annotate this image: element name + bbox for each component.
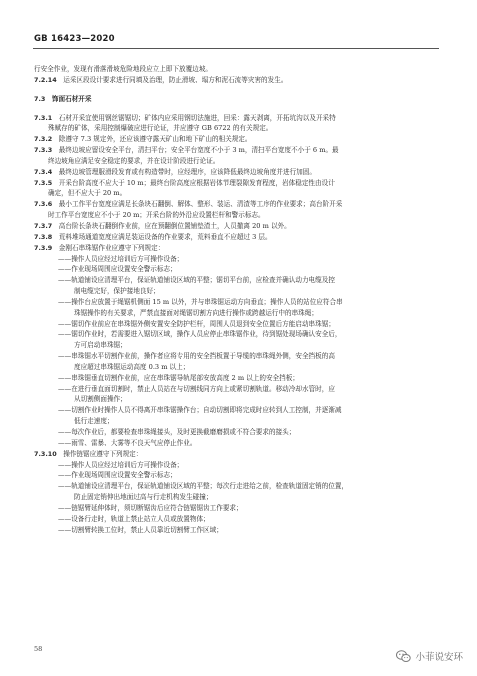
line-text: 除遵守 7.3 规定外，还应该遵守露天矿山和地下矿山的相关规定。 — [58, 135, 252, 144]
clause-number: 7.3.10 — [34, 449, 57, 458]
line-text: 从切割侧面操作； — [74, 395, 127, 404]
list-item-continuation — [34, 394, 440, 405]
paragraph-gap — [34, 105, 440, 113]
line-text: 金刚石串珠锯作业应遵守下列规定： — [58, 243, 165, 252]
line-text: 饰面石材开采 — [51, 94, 92, 103]
clause-line — [34, 145, 440, 156]
line-text: ——串珠锯水平切割作业前，操作者应将专用的安全挡板置于导缆的串珠绳外侧，安全挡板的高 — [58, 352, 335, 361]
clause-line — [34, 134, 440, 145]
line-text: ——雨雪、雷暴、大雾等不良天气应停止作业。 — [58, 438, 197, 447]
line-text: 殊赋存的矿体，采用控制爆破应进行论证，并应遵守 GB 6722 的有关规定。 — [48, 124, 273, 133]
list-item-continuation — [34, 308, 440, 319]
list-item-continuation — [34, 416, 440, 427]
page-number: 58 — [34, 645, 43, 653]
list-item-continuation — [34, 492, 440, 503]
line-text: 最终边坡应留设安全平台，清扫平台；安全平台宽度不小于 3 m，清扫平台宽度不小于 6 m。最 — [58, 146, 339, 155]
clause-number: 7.3.5 — [34, 178, 53, 187]
list-item — [34, 373, 440, 384]
clause-number: 7.3.7 — [34, 221, 53, 230]
list-item — [34, 405, 440, 416]
line-text: 运采区段设计要求进行同填及治理，防止滑坡、塌方和泥石流等灾害的发生。 — [63, 75, 288, 84]
wechat-icon — [396, 650, 411, 663]
clause-line — [34, 178, 440, 189]
line-text: 石材开采宜使用钢丝锯锯切；矿体内应采用钢切法施进，回采：露天剥离，开拓坑沟以及开采特 — [58, 113, 336, 122]
line-text: 制电缆完好，保护接地良好； — [74, 287, 160, 296]
line-text: ——操作台应放置于绳锯机侧面 15 m 以外，并与串珠锯运动方向垂直；操作人员的站位应符合串 — [58, 297, 343, 306]
list-item — [34, 254, 440, 265]
section-heading — [34, 94, 440, 105]
clause-line — [34, 449, 440, 460]
line-text: 防止固定销伸出地面过高与行走机构发生碰撞； — [74, 493, 213, 502]
list-item — [34, 351, 440, 362]
clause-number: 7.3.3 — [34, 146, 53, 155]
list-item — [34, 514, 440, 525]
list-item — [34, 319, 440, 330]
clause-continuation — [34, 210, 440, 221]
clause-number: 7.2.14 — [34, 75, 57, 84]
line-text: ——链锯臂延伸体时，须切断锯齿后应符合链锯锯齿工作要求； — [58, 503, 243, 512]
line-text: 操作链锯应遵守下列规定： — [63, 449, 143, 458]
list-item-continuation — [34, 362, 440, 373]
line-text: ——锯切作业时，若需要进入锯切区域，操作人员应停止串珠锯作业，待到锯处现场确认安全后， — [58, 330, 342, 339]
clause-line — [34, 199, 440, 210]
list-item — [34, 329, 440, 340]
line-text: ——每次作业后，都要检查串珠绳接头，及时更换截磨磨损或不符合要求的接头； — [58, 428, 296, 436]
line-text: 度应超过串珠锯运动高度 0.3 m 以上； — [74, 362, 190, 371]
paragraph-gap — [34, 86, 440, 94]
line-text: ——轨道铺设应清理平台，保证轨道铺设区域的平整；每次行走进给之前，检查轨道固定销的位置， — [58, 482, 349, 491]
clause-number: 7.3.9 — [34, 243, 53, 252]
watermark-text: 小菲说安环 — [415, 652, 463, 663]
line-text: 低行走速度； — [74, 417, 114, 426]
clause-number: 7.3 — [34, 94, 46, 103]
clause-line — [34, 243, 440, 254]
document-body — [34, 64, 440, 535]
line-text: 确定，但不应大于 20 m。 — [48, 189, 127, 198]
line-text: 行安全作业，发现有滑落滑坡危险地段应立上即下放覆边坡。 — [34, 65, 213, 73]
list-item — [34, 470, 440, 481]
clause-line — [34, 113, 440, 124]
clause-continuation — [34, 123, 440, 134]
header-rule — [33, 48, 439, 49]
clause-line — [34, 64, 440, 75]
list-item — [34, 427, 440, 438]
line-text: ——作业现场周围应设置安全警示标志； — [58, 265, 177, 274]
clause-continuation — [34, 188, 440, 199]
list-item — [34, 384, 440, 395]
clause-line — [34, 75, 440, 86]
list-item — [34, 481, 440, 492]
line-text: ——操作人员应经过培训后方可操作设备； — [58, 254, 184, 263]
standard-code: GB 16423—2020 — [34, 34, 115, 44]
line-text: 方可启动串珠锯； — [74, 341, 127, 350]
list-item-continuation — [34, 340, 440, 351]
list-item — [34, 297, 440, 308]
list-item — [34, 275, 440, 286]
clause-number: 7.3.2 — [34, 135, 53, 144]
line-text: 时工作平台宽度应不小于 20 m；开采台阶的外沿应设置栏杆和警示标志。 — [48, 211, 265, 220]
line-text: ——锯切作业前应在串珠锯外侧安置安全防护栏杆，周围人员退到安全位置后方能启动串珠锯； — [58, 319, 335, 328]
watermark — [396, 649, 463, 663]
line-text: 最小工作平台宽度应满足长条块石翻倒、解体、整形、装运、清渣等工序的作业要求；高台阶开采 — [58, 200, 343, 209]
line-text: ——操作人员应经过培训后方可操作设备； — [58, 460, 184, 469]
clause-number: 7.3.4 — [34, 167, 53, 176]
line-text: 珠锯操作的有关要求，严禁直接面对绳锯切割方向进行操作或跨越运行中的串珠绳； — [74, 308, 318, 317]
list-item — [34, 438, 440, 449]
line-text: 开采台阶高度不应大于 10 m；最终台阶高度应根据岩体节理裂隙发育程度，岩体稳定性由设计 — [58, 178, 335, 187]
line-text: ——轨道铺设应清理平台，保证轨道铺设区域的平整；锯切平台前，应检查并确认动力电缆及控 — [58, 276, 335, 285]
line-text: 最终边坡管理服滑段发育或有构造带时，应经理序，应该降低最终边坡角度并进行加固。 — [58, 167, 316, 176]
line-text: ——串珠锯垂直切割作业前，应在串珠锯导轨尾部安放高度 2 m 以上的安全挡板； — [58, 373, 299, 382]
line-text: ——设备行走时，轨道上禁止站立人员或放置物体； — [58, 514, 210, 523]
line-text: ——作业现场周围应设置安全警示标志； — [58, 471, 177, 480]
clause-number: 7.3.6 — [34, 200, 53, 209]
line-text: ——切割作业时操作人员不得离开串珠锯操作台；自动切割即将完成时应转到人工控制，并逐渐减 — [58, 406, 342, 415]
clause-line — [34, 221, 440, 232]
clause-line — [34, 167, 440, 178]
clause-number: 7.3.1 — [34, 113, 53, 122]
line-text: 终边坡角应满足安全稳定的要求，并在设计阶段进行论证。 — [48, 156, 220, 165]
line-text: 高台阶长条块石翻倒作业前，应在预翻倒位置铺垫渣土，人员撤离 20 m 以外。 — [58, 221, 291, 230]
line-text: ——切割臂转换工位时，禁止人员靠近切割臂工作区域； — [58, 525, 223, 534]
clause-line — [34, 232, 440, 243]
clause-continuation — [34, 156, 440, 167]
list-item — [34, 264, 440, 275]
list-item-continuation — [34, 286, 440, 297]
line-text: 荒料堆场通道宽度应满足装运设备的作业要求，荒料垂直不应超过 3 层。 — [58, 232, 272, 241]
list-item — [34, 503, 440, 514]
line-text: ——在进行垂直面切割时，禁止人员站在与切割线同方向上或紧切割轨道。移动冷却水管时，应 — [58, 384, 335, 393]
list-item — [34, 525, 440, 536]
clause-number: 7.3.8 — [34, 232, 53, 241]
list-item — [34, 460, 440, 471]
